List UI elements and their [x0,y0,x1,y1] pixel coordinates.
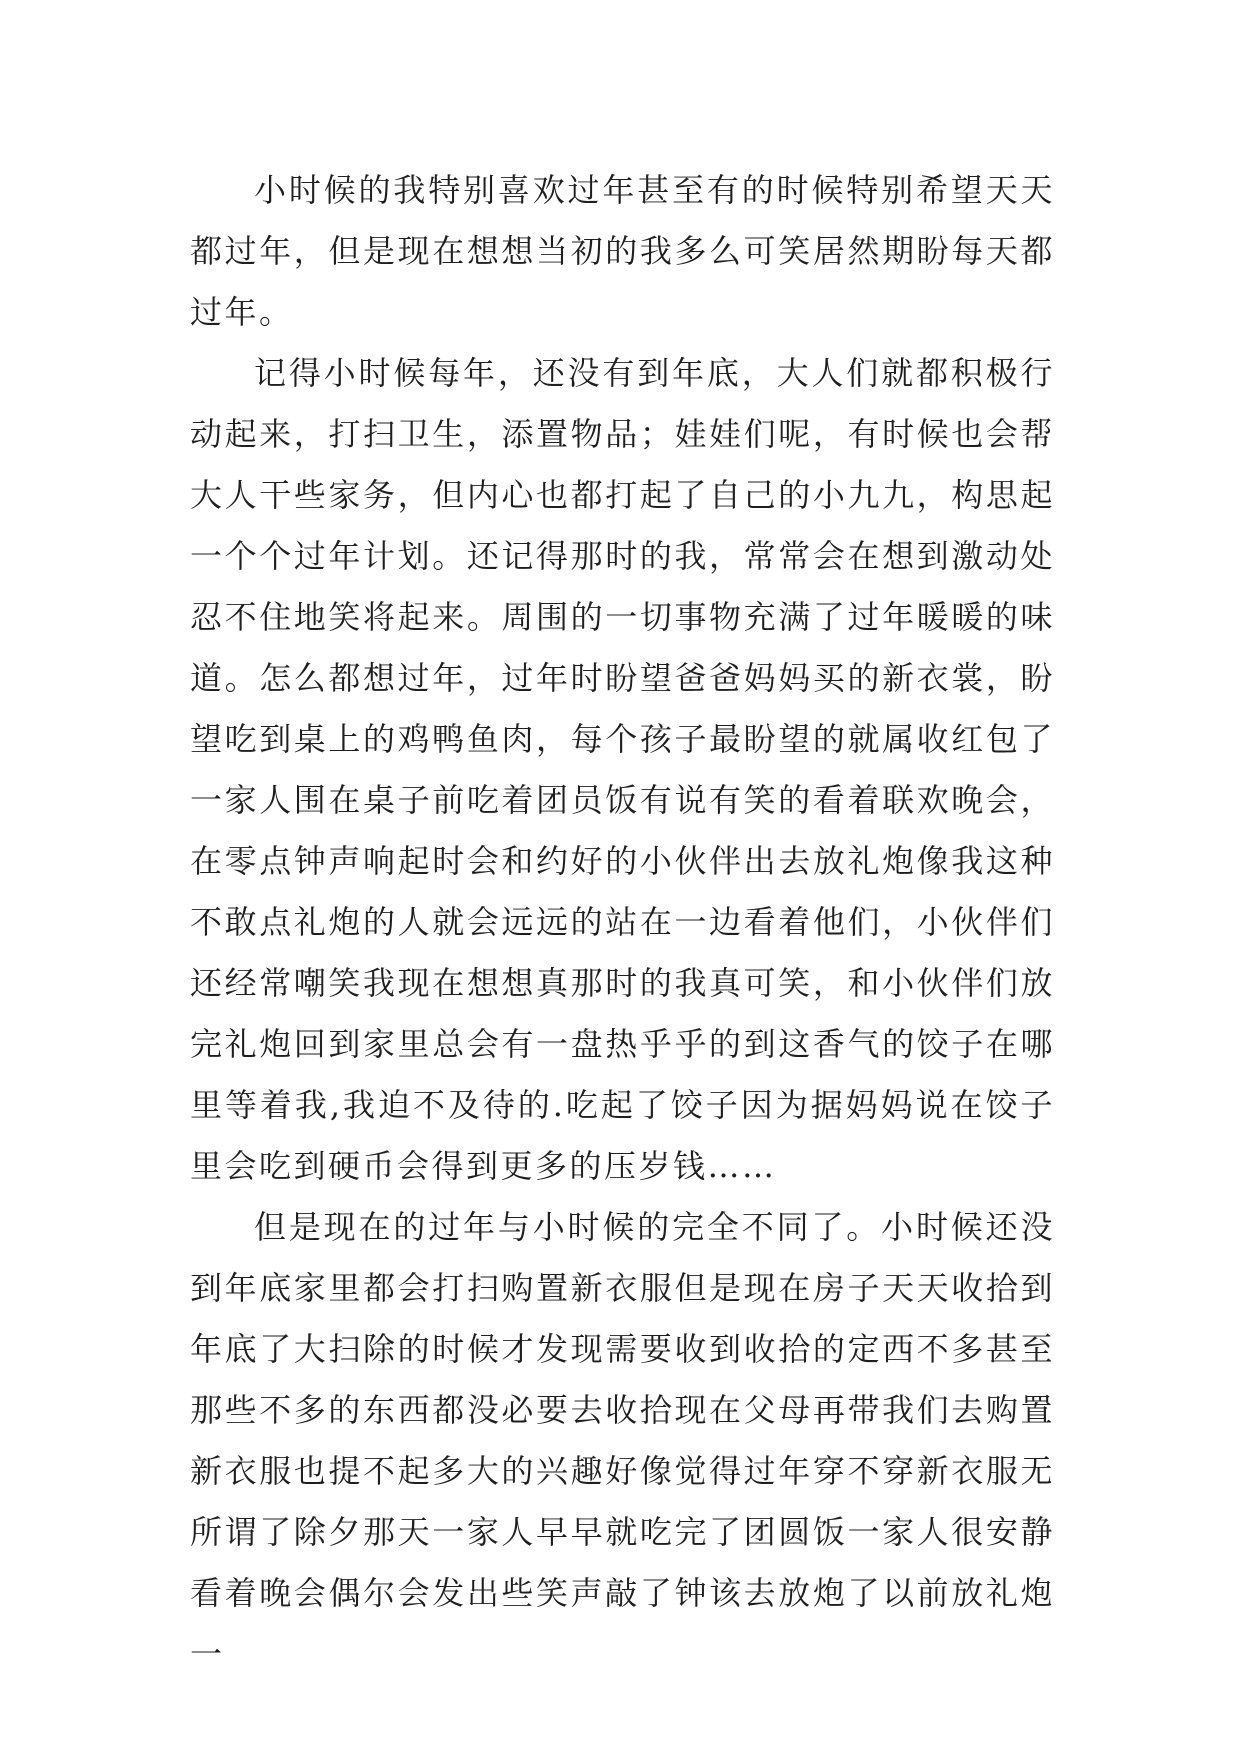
paragraph-2: 记得小时候每年，还没有到年底，大人们就都积极行动起来，打扫卫生，添置物品；娃娃们呢，有时候也会帮大人干些家务，但内心也都打起了自己的小九九，构思起一个个过年计划。还记得那时的我，常常会在想到激动处忍不住地笑将起来。周围的一切事物充满了过年暖暖的味道。怎么都想过年，过年时盼望爸爸妈妈买的新衣裳，盼望吃到桌上的鸡鸭鱼肉，每个孩子最盼望的就属收红包了一家人围在桌子前吃着团员饭有说有笑的看着联欢晚会，在零点钟声响起时会和约好的小伙伴出去放礼炮像我这种不敢点礼炮的人就会远远的站在一边看着他们，小伙伴们还经常嘲笑我现在想想真那时的我真可笑，和小伙伴们放完礼炮回到家里总会有一盘热乎乎的到这香气的饺子在哪里等着我,我迫不及待的.吃起了饺子因为据妈妈说在饺子里会吃到硬币会得到更多的压岁钱…… [190,354,1055,1185]
paragraph-1: 小时候的我特别喜欢过年甚至有的时候特别希望天天都过年，但是现在想想当初的我多么可笑居然期盼每天都过年。 [190,171,1055,331]
essay-body [190,160,1055,1685]
paragraph-3: 但是现在的过年与小时候的完全不同了。小时候还没到年底家里都会打扫购置新衣服但是现在房子天天收拾到年底了大扫除的时候才发现需要收到收拾的定西不多甚至那些不多的东西都没必要去收拾现在父母再带我们去购置新衣服也提不起多大的兴趣好像觉得过年穿不穿新衣服无所谓了除夕那天一家人早早就吃完了团圆饭一家人很安静看着晚会偶尔会发出些笑声敲了钟该去放炮了以前放礼炮一 [190,1208,1055,1673]
